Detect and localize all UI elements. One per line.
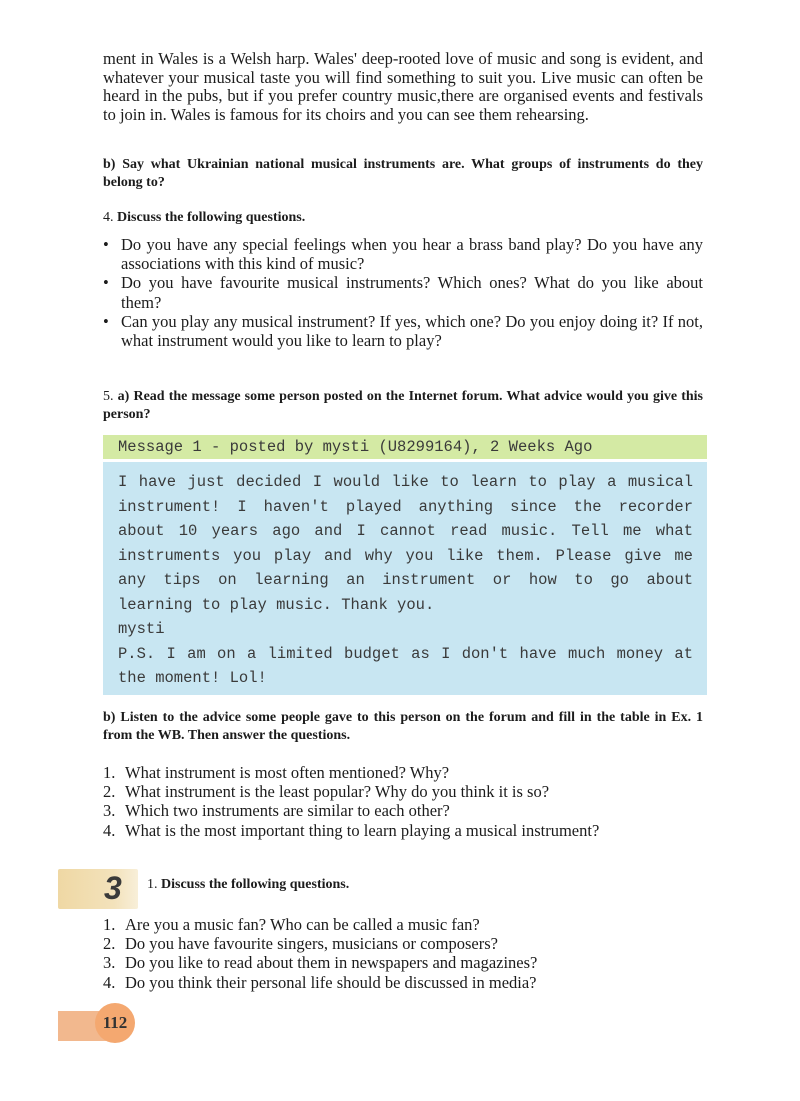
bullet-item: • Do you have any special feelings when you hear a brass band play? Do you have any associations with this kind of music? — [103, 235, 703, 273]
forum-message-header: Message 1 - posted by mysti (U8299164), 2 Weeks Ago — [103, 435, 707, 459]
forum-message-text: I have just decided I would like to learn to play a musical instrument! I haven't played anything since the recorder about 10 years ago and I cannot read music. Tell me what instruments you play and why you like them. Please give me any tips on learning an instrument or how to go about learning to play music. Thank you. — [118, 473, 693, 614]
list-item: 4. What is the most important thing to learn playing a musical instrument? — [103, 820, 600, 840]
section-3-number: 3 — [104, 870, 122, 906]
list-item: 3. Which two instruments are similar to each other? — [103, 801, 450, 821]
section-3-badge — [58, 869, 138, 909]
forum-message-body — [103, 462, 707, 695]
task-4-heading — [103, 209, 703, 227]
task-5b-question-list — [103, 763, 713, 840]
list-item: 2. What instrument is the least popular? Why do you think it is so? — [103, 782, 550, 802]
task-5b-heading: b) Listen to the advice some people gave to this person on the forum and fill in the table in Ex. 1 from the WB. Then answer the questions. — [103, 710, 703, 743]
task-5a-heading — [103, 388, 703, 423]
list-item: 1. What instrument is most often mentioned? Why? — [103, 763, 450, 782]
intro-paragraph: ment in Wales is a Welsh harp. Wales' deep-rooted love of music and song is evident, and whatever your musical taste you will find something to suit you. Live music can often be heard in the pubs, but if you prefer country music,there are organised events and festivals to join in. Wales is famous for its choirs and you can see them rehearsing. — [103, 49, 703, 124]
list-item: 2. Do you have favourite singers, musicians or composers? — [103, 934, 498, 954]
section-3-task-number: 1. — [147, 877, 158, 892]
list-item: 3. Do you like to read about them in newspapers and magazines? — [103, 953, 538, 973]
task-b-ukrainian-instruments: b) Say what Ukrainian national musical instruments are. What groups of instruments do they belong to? — [103, 157, 703, 190]
list-item: 1. Are you a music fan? Who can be called a music fan? — [103, 915, 480, 934]
task-5a-title: a) Read the message some person posted on the Internet forum. What advice would you give this person? — [103, 389, 703, 422]
page-number: 112 — [102, 1013, 128, 1032]
task-4-number: 4. — [103, 210, 114, 225]
task-5-number: 5. — [103, 389, 114, 404]
list-item: 4. Do you think their personal life should be discussed in media? — [103, 972, 537, 992]
section-3-task-1-heading — [147, 876, 547, 894]
bullet-item: • Can you play any musical instrument? If yes, which one? Do you enjoy doing it? If not, what instrument would you like to learn to play? — [103, 312, 703, 350]
section-3-question-list — [103, 915, 713, 992]
section-3-task-title: Discuss the following questions. — [161, 877, 350, 892]
task-4-bullet-list — [103, 235, 703, 350]
bullet-item: • Do you have favourite musical instruments? Which ones? What do you like about them? — [103, 273, 703, 311]
forum-message-ps: P.S. I am on a limited budget as I don't have much money at the moment! Lol! — [118, 644, 693, 687]
task-4-title: Discuss the following questions. — [117, 210, 306, 225]
forum-message-signature: mysti — [118, 620, 165, 638]
